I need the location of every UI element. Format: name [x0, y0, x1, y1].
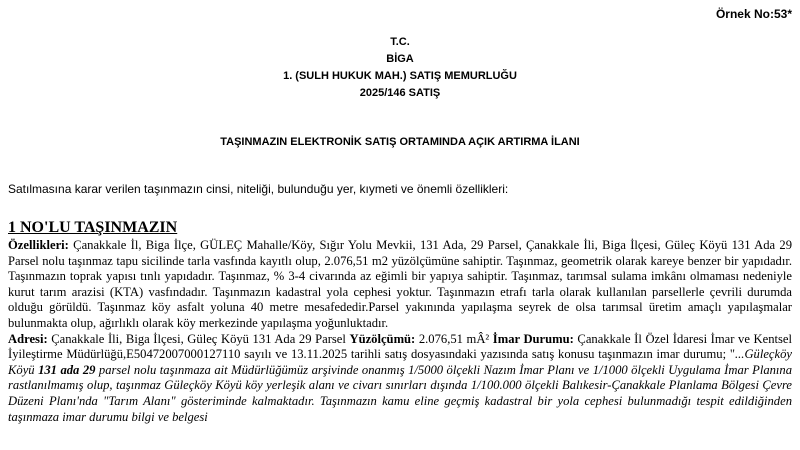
- quote-parcel: 131 ada 29: [38, 362, 96, 377]
- header-line-biga: BİGA: [386, 53, 414, 65]
- zoning-label: İmar Durumu:: [492, 331, 574, 346]
- quote-part-2: parsel nolu taşınmaza ait Müdürlüğümüz arşivinde onanmış 1/5000 ölçekli Nazım İmar Planı ve 1/1000 ölçekli Uygulama İmar Planına rastlanılmamış olup, taşınmaz Güleçköy Köyü köy yerleşik alanı ve civarı sınırları dışında 1/100.000 ölçekli Balıkesir-Çanakkale Planlama Bölgesi Çevre Düzeni Planı'nda "Tarım Alanı" gösteriminde kalmaktadır. Taşınmazın kamu eline geçmiş kadastral bir yola cephesi bulunmadığı tespit edildiğinden taşınmaza imar durumu bilgi ve belgesi: [8, 362, 793, 424]
- header-line-tc: T.C.: [390, 36, 410, 48]
- header-line-case: 2025/146 SATIŞ: [359, 87, 441, 99]
- property-description: [8, 238, 792, 425]
- area-label: Yüzölçümü:: [349, 331, 416, 346]
- features-label: Özellikleri:: [8, 238, 69, 252]
- header-line-office: 1. (SULH HUKUK MAH.) SATIŞ MEMURLUĞU: [283, 70, 517, 82]
- intro-text: Satılmasına karar verilen taşınmazın cinsi, niteliği, bulunduğu yer, kıymeti ve önemli özellikleri:: [8, 182, 509, 196]
- document-header: [0, 34, 800, 102]
- zoning-text: Çanakkale İl Özel İdaresi İmar ve Kentsel İyileştirme Müdürlüğü,E50472007000127110 sayılı ve 13.11.2025 tarihli satış dosyasındaki yazısında satış konusu taşınmazın imar durumu; ": [8, 331, 792, 362]
- features-text: Çanakkale İl, Biga İlçe, GÜLEÇ Mahalle/Köy, Sığır Yolu Mevkii, 131 Ada, 29 Parsel, Çanakkale İli, Biga İlçesi, Güleç Köyü 131 Ada 29 Parsel nolu taşınmaz tapu sicilinde tarla vasfında kayıtlı olup, 2.076,51 m2 yüzölçümüne sahiptir. Taşınmaz, geometrik olarak kareye benzer bir yapıdadır. Taşınmazın toprak yapısı tınlı yapıdadır. Taşınmaz, % 3-4 civarında az eğimli bir yapıya sahiptir. Taşınmaz, tarımsal sulama imkânı olmaması nedeniyle kurut tarım arazisi (KTA) vasfındadır. Taşınmazın kadastral yola cephesi yoktur. Taşınmazın etrafı tarla olarak kullanılan parsellerle çevrili durumda olduğu görüldü. Taşınmaz köy asfalt yoluna 40 metre mesafededir.Parsel yakınında yapılaşma seyrek de olsa tarımsal üretim amaçlı yapılaşmalar bulunmakta olup, ağırlıklı olarak köy merkezinde yapılaşma yoğunluktadır.: [8, 238, 792, 330]
- address-label: Adresi:: [8, 331, 48, 346]
- area-text: 2.076,51 mÂ²: [415, 331, 493, 346]
- page-title: TAŞINMAZIN ELEKTRONİK SATIŞ ORTAMINDA AÇIK ARTIRMA İLANI: [220, 136, 580, 148]
- quote-part-1: ...Güleçköy Köyü: [8, 347, 792, 377]
- property-heading: 1 NO'LU TAŞINMAZIN: [8, 219, 178, 236]
- address-text: Çanakkale İli, Biga İlçesi, Güleç Köyü 131 Ada 29 Parsel: [47, 331, 350, 346]
- sample-number: Örnek No:53*: [715, 7, 792, 21]
